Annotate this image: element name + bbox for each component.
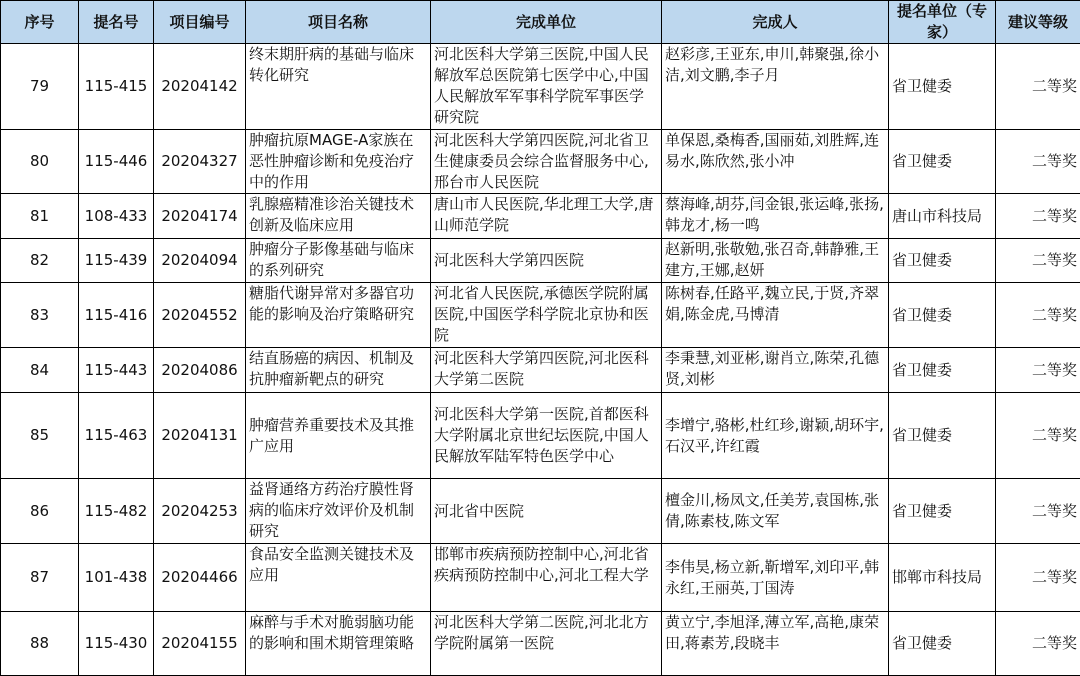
completing-unit-cell: 邯郸市疾病预防控制中心,河北省疾病预防控制中心,河北工程大学: [431, 544, 662, 612]
completing-people-cell: 赵新明,张敬勉,张召奇,韩静雅,王建方,王娜,赵妍: [662, 239, 889, 283]
level-cell: 二等奖: [996, 194, 1080, 239]
table-row: [1, 239, 1080, 283]
nominator-cell: 邯郸市科技局: [889, 544, 996, 612]
completing-people-cell: 李秉慧,刘亚彬,谢肖立,陈荣,孔德贤,刘彬: [662, 348, 889, 393]
table-row: [1, 612, 1080, 676]
header-cell: 项目编号: [154, 1, 246, 44]
table-row: [1, 283, 1080, 348]
project-name-cell: 肿瘤分子影像基础与临床的系列研究: [246, 239, 431, 283]
project-code-cell: 20204131: [154, 393, 246, 479]
nomination-number-cell: 115-439: [79, 239, 154, 283]
project-code-cell: 20204327: [154, 130, 246, 194]
level-cell: 二等奖: [996, 479, 1080, 544]
nomination-number-cell: 108-433: [79, 194, 154, 239]
project-name-cell: 肿瘤抗原MAGE-A家族在恶性肿瘤诊断和免疫治疗中的作用: [246, 130, 431, 194]
nomination-number-cell: 115-415: [79, 44, 154, 130]
nominator-cell: 省卫健委: [889, 479, 996, 544]
seq-cell: 80: [1, 130, 79, 194]
completing-people-cell: 蔡海峰,胡芬,闫金银,张运峰,张扬,韩龙才,杨一鸣: [662, 194, 889, 239]
nominator-cell: 省卫健委: [889, 393, 996, 479]
nominator-cell: 省卫健委: [889, 44, 996, 130]
level-cell: 二等奖: [996, 544, 1080, 612]
project-name-cell: 结直肠癌的病因、机制及抗肿瘤新靶点的研究: [246, 348, 431, 393]
header-cell: 完成人: [662, 1, 889, 44]
nomination-number-cell: 115-416: [79, 283, 154, 348]
project-name-cell: 乳腺癌精准诊治关键技术创新及临床应用: [246, 194, 431, 239]
header-cell: 项目名称: [246, 1, 431, 44]
nomination-number-cell: 101-438: [79, 544, 154, 612]
header-cell: 完成单位: [431, 1, 662, 44]
table-row: [1, 44, 1080, 130]
project-name-cell: 麻醉与手术对脆弱脑功能的影响和围术期管理策略: [246, 612, 431, 676]
project-name-cell: 肿瘤营养重要技术及其推广应用: [246, 393, 431, 479]
level-cell: 二等奖: [996, 130, 1080, 194]
nominator-cell: 省卫健委: [889, 130, 996, 194]
seq-cell: 86: [1, 479, 79, 544]
project-code-cell: 20204155: [154, 612, 246, 676]
completing-people-cell: 单保恩,桑梅香,国丽茹,刘胜辉,连易水,陈欣然,张小冲: [662, 130, 889, 194]
nomination-number-cell: 115-463: [79, 393, 154, 479]
level-cell: 二等奖: [996, 348, 1080, 393]
level-cell: 二等奖: [996, 44, 1080, 130]
project-name-cell: 益肾通络方药治疗膜性肾病的临床疗效评价及机制研究: [246, 479, 431, 544]
completing-unit-cell: 河北省人民医院,承德医学院附属医院,中国医学科学院北京协和医院: [431, 283, 662, 348]
project-code-cell: 20204174: [154, 194, 246, 239]
seq-cell: 88: [1, 612, 79, 676]
nomination-number-cell: 115-446: [79, 130, 154, 194]
header-cell: 提名单位（专家）: [889, 1, 996, 44]
seq-cell: 83: [1, 283, 79, 348]
completing-unit-cell: 河北医科大学第三医院,中国人民解放军总医院第七医学中心,中国人民解放军军事科学院军事医学研究院: [431, 44, 662, 130]
seq-cell: 81: [1, 194, 79, 239]
seq-cell: 87: [1, 544, 79, 612]
nominator-cell: 省卫健委: [889, 239, 996, 283]
table-row: [1, 194, 1080, 239]
header-cell: 提名号: [79, 1, 154, 44]
completing-unit-cell: 河北省中医院: [431, 479, 662, 544]
project-name-cell: 终末期肝病的基础与临床转化研究: [246, 44, 431, 130]
project-code-cell: 20204253: [154, 479, 246, 544]
level-cell: 二等奖: [996, 393, 1080, 479]
seq-cell: 84: [1, 348, 79, 393]
project-name-cell: 糖脂代谢异常对多器官功能的影响及治疗策略研究: [246, 283, 431, 348]
table-row: [1, 348, 1080, 393]
table-row: [1, 393, 1080, 479]
completing-unit-cell: 唐山市人民医院,华北理工大学,唐山师范学院: [431, 194, 662, 239]
project-code-cell: 20204094: [154, 239, 246, 283]
nomination-number-cell: 115-430: [79, 612, 154, 676]
completing-people-cell: 赵彩彦,王亚东,申川,韩聚强,徐小洁,刘文鹏,李子月: [662, 44, 889, 130]
header-cell: 建议等级: [996, 1, 1080, 44]
nomination-number-cell: 115-443: [79, 348, 154, 393]
table-row: [1, 479, 1080, 544]
level-cell: 二等奖: [996, 612, 1080, 676]
table-row: [1, 544, 1080, 612]
project-code-cell: 20204142: [154, 44, 246, 130]
seq-cell: 82: [1, 239, 79, 283]
project-code-cell: 20204466: [154, 544, 246, 612]
completing-unit-cell: 河北医科大学第四医院,河北医科大学第二医院: [431, 348, 662, 393]
seq-cell: 79: [1, 44, 79, 130]
completing-unit-cell: 河北医科大学第四医院: [431, 239, 662, 283]
completing-people-cell: 李伟昊,杨立新,靳增军,刘印平,韩永红,王丽英,丁国涛: [662, 544, 889, 612]
project-code-cell: 20204086: [154, 348, 246, 393]
level-cell: 二等奖: [996, 239, 1080, 283]
seq-cell: 85: [1, 393, 79, 479]
project-name-cell: 食品安全监测关键技术及应用: [246, 544, 431, 612]
nominator-cell: 省卫健委: [889, 348, 996, 393]
level-cell: 二等奖: [996, 283, 1080, 348]
completing-people-cell: 李增宁,骆彬,杜红珍,谢颖,胡环宇,石汉平,许红霞: [662, 393, 889, 479]
nominator-cell: 省卫健委: [889, 612, 996, 676]
completing-people-cell: 黄立宁,李旭泽,薄立军,高艳,康荣田,蒋素芳,段晓丰: [662, 612, 889, 676]
project-code-cell: 20204552: [154, 283, 246, 348]
table-row: [1, 130, 1080, 194]
nominator-cell: 唐山市科技局: [889, 194, 996, 239]
header-row: [1, 1, 1080, 44]
completing-people-cell: 檀金川,杨凤文,任美芳,袁国栋,张倩,陈素枝,陈文军: [662, 479, 889, 544]
completing-unit-cell: 河北医科大学第四医院,河北省卫生健康委员会综合监督服务中心,邢台市人民医院: [431, 130, 662, 194]
completing-unit-cell: 河北医科大学第二医院,河北北方学院附属第一医院: [431, 612, 662, 676]
nominator-cell: 省卫健委: [889, 283, 996, 348]
completing-people-cell: 陈树春,任路平,魏立民,于贤,齐翠娟,陈金虎,马博清: [662, 283, 889, 348]
header-cell: 序号: [1, 1, 79, 44]
nomination-number-cell: 115-482: [79, 479, 154, 544]
completing-unit-cell: 河北医科大学第一医院,首都医科大学附属北京世纪坛医院,中国人民解放军陆军特色医学中心: [431, 393, 662, 479]
